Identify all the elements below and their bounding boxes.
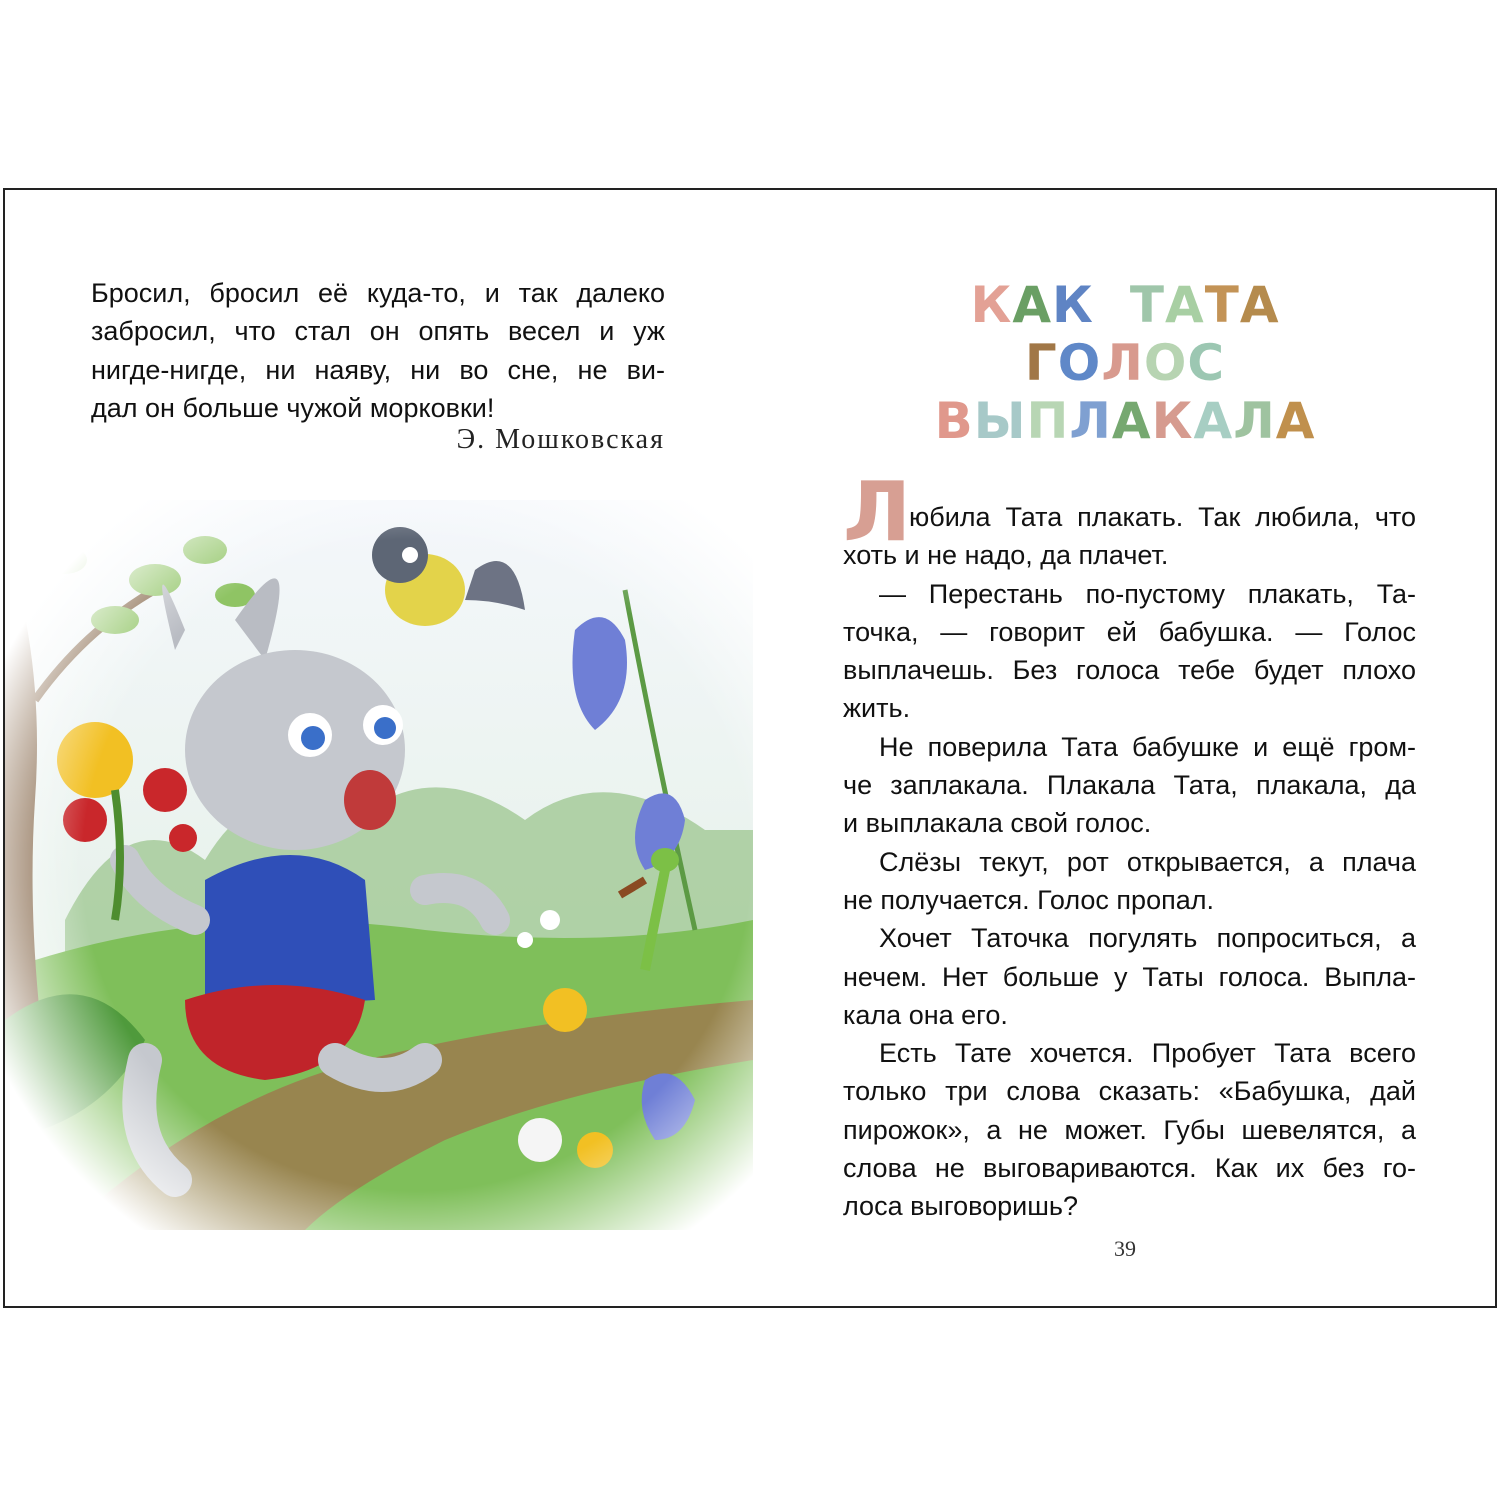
- title-letter: А: [1193, 392, 1234, 450]
- title-letter: Л: [1101, 334, 1144, 392]
- story-line: только три слова сказать: «Бабушка, дай: [843, 1076, 1416, 1107]
- left-line: забросил, что стал он опять весел и уж: [91, 316, 665, 347]
- title-letter: Л: [1069, 392, 1112, 450]
- story-line: выплачешь. Без голоса тебе будет плохо: [843, 655, 1416, 686]
- title-letter: К: [970, 276, 1013, 334]
- title-letter: Л: [1233, 392, 1276, 450]
- story-line: кала она его.: [843, 999, 1008, 1030]
- title-row: [835, 392, 1415, 450]
- story-line: не получается. Голос пропал.: [843, 884, 1214, 915]
- story-line: юбила Тата плакать. Так любила, что: [909, 502, 1416, 532]
- story-line: Хочет Таточка погулять попроситься, а: [879, 923, 1416, 954]
- title-letter: А: [1111, 392, 1152, 450]
- drop-cap: Л: [843, 465, 912, 560]
- story-line: нечем. Нет больше у Таты голоса. Выпла-: [843, 961, 1416, 992]
- author-signature: Э. Мошковская: [456, 424, 665, 455]
- story-line: и выплакала свой голос.: [843, 808, 1152, 839]
- book-spread: [3, 188, 1497, 1308]
- title-letter: А: [1239, 276, 1280, 334]
- title-letter: К: [1052, 276, 1094, 334]
- title-letter: А: [1275, 392, 1316, 450]
- title-letter: К: [1151, 392, 1194, 450]
- title-letter: А: [1165, 276, 1205, 334]
- title-letter: П: [1026, 392, 1070, 450]
- left-line: Бросил, бросил её куда-то, и так далеко: [91, 278, 665, 308]
- story-illustration: [5, 500, 753, 1230]
- title-row: [835, 334, 1415, 392]
- story-text: [843, 498, 1416, 1226]
- story-line: Слёзы текут, рот открывается, а плача: [879, 846, 1416, 877]
- story-line: че заплакала. Плакала Тата, плакала, да: [843, 770, 1416, 801]
- illustration-fade: [5, 500, 753, 1230]
- title-letter: А: [1012, 276, 1053, 334]
- story-line: — Перестань по-пустому плакать, Та-: [879, 578, 1416, 609]
- title-letter: С: [1187, 334, 1226, 392]
- story-line: лоса выговоришь?: [843, 1191, 1079, 1222]
- story-line: слова не выговариваются. Как их без го-: [843, 1153, 1416, 1184]
- story-line: Не поверила Тата бабушке и ещё гром-: [879, 731, 1416, 762]
- title-letter: Ы: [973, 392, 1027, 450]
- story-line: хоть и не надо, да плачет.: [843, 540, 1169, 571]
- story-line: жить.: [843, 693, 911, 724]
- story-line: точка, — говорит ей бабушка. — Голос: [843, 616, 1416, 647]
- title-letter: О: [1057, 334, 1102, 392]
- title-row: [835, 276, 1415, 334]
- title-letter: Г: [1024, 334, 1058, 392]
- story-title: [835, 276, 1415, 450]
- title-letter: В: [934, 392, 974, 450]
- left-line: нигде-нигде, ни наяву, ни во сне, не ви-: [91, 354, 665, 385]
- left-page-text: [91, 274, 665, 427]
- left-line: дал он больше чужой морковки!: [91, 392, 495, 423]
- story-line: пирожок», а не может. Губы шевелятся, а: [843, 1114, 1416, 1145]
- story-line: Есть Тате хочется. Пробует Тата всего: [879, 1038, 1416, 1069]
- page-number: 39: [1114, 1236, 1136, 1261]
- title-letter: Т: [1129, 276, 1166, 334]
- title-letter: О: [1143, 334, 1188, 392]
- title-letter: Т: [1204, 276, 1240, 334]
